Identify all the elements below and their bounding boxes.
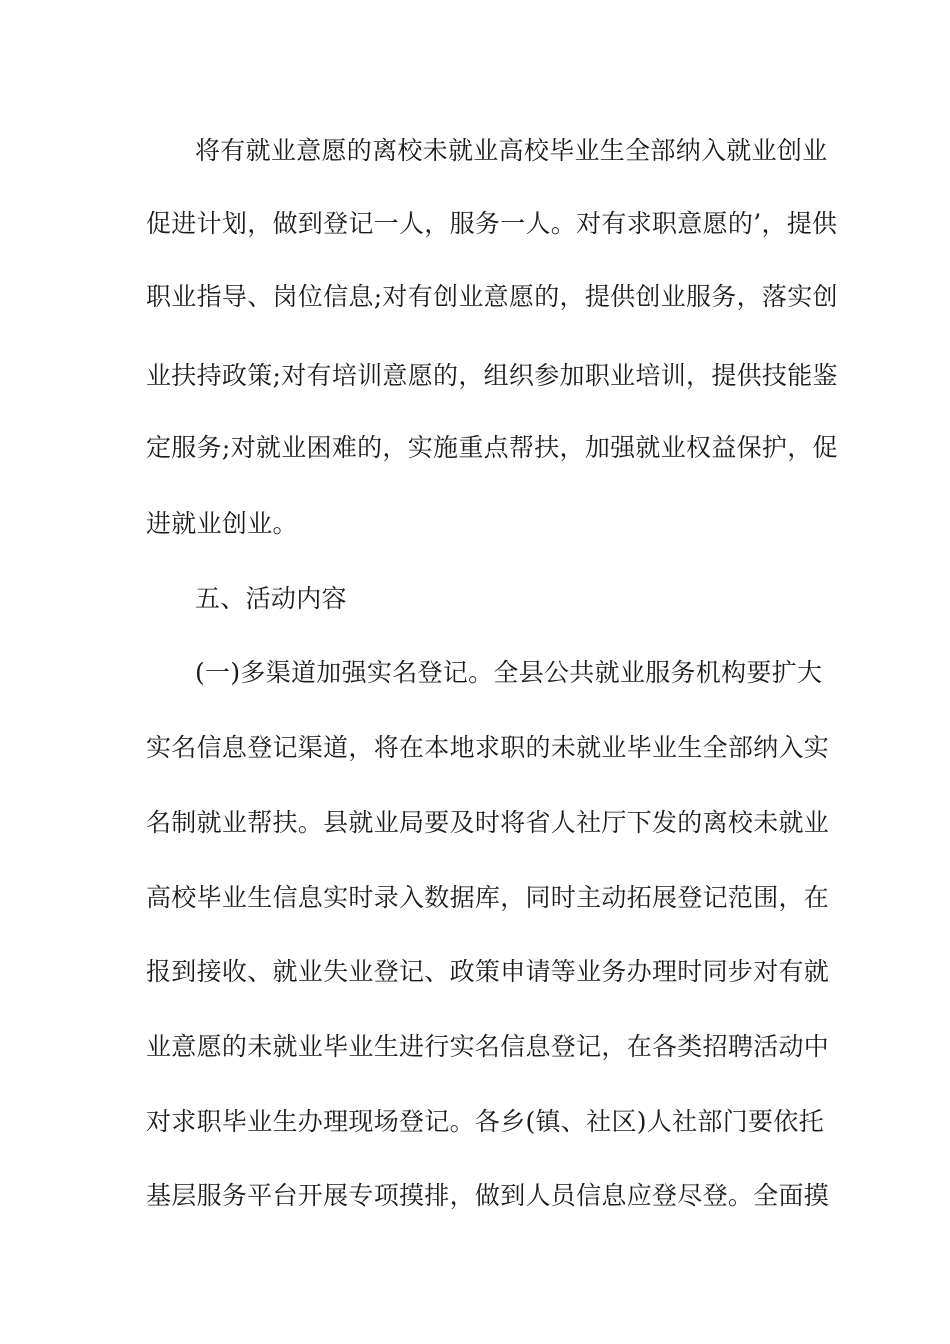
paragraph-line: 将有就业意愿的离校未就业高校毕业生全部纳入就业创业 — [195, 136, 828, 165]
paragraph-line: 名制就业帮扶。县就业局要及时将省人社厅下发的离校未就业 — [146, 808, 830, 837]
paragraph-line: 对求职毕业生办理现场登记。各乡(镇、社区)人社部门要依托 — [146, 1107, 824, 1136]
paragraph-line: 进就业创业。 — [146, 509, 298, 538]
paragraph-line: 报到接收、就业失业登记、政策申请等业务办理时同步对有就 — [146, 957, 830, 986]
paragraph-line: 业意愿的未就业毕业生进行实名信息登记，在各类招聘活动中 — [146, 1032, 830, 1061]
paragraph-line: 高校毕业生信息实时录入数据库，同时主动拓展登记范围，在 — [146, 883, 830, 912]
paragraph-line: (一)多渠道加强实名登记。全县公共就业服务机构要扩大 — [195, 658, 823, 687]
paragraph-line: 定服务;对就业困难的，实施重点帮扶，加强就业权益保护，促 — [146, 433, 838, 462]
paragraph-line: 促进计划，做到登记一人，服务一人。对有求职意愿的’，提供 — [146, 209, 838, 238]
paragraph-line: 实名信息登记渠道，将在本地求职的未就业毕业生全部纳入实 — [146, 733, 830, 762]
paragraph-line: 职业指导、岗位信息;对有创业意愿的，提供创业服务，落实创 — [146, 282, 838, 311]
paragraph-line: 业扶持政策;对有培训意愿的，组织参加职业培训，提供技能鉴 — [146, 361, 838, 390]
section-heading: 五、活动内容 — [195, 584, 347, 613]
paragraph-line: 基层服务平台开展专项摸排，做到人员信息应登尽登。全面摸 — [146, 1181, 830, 1210]
